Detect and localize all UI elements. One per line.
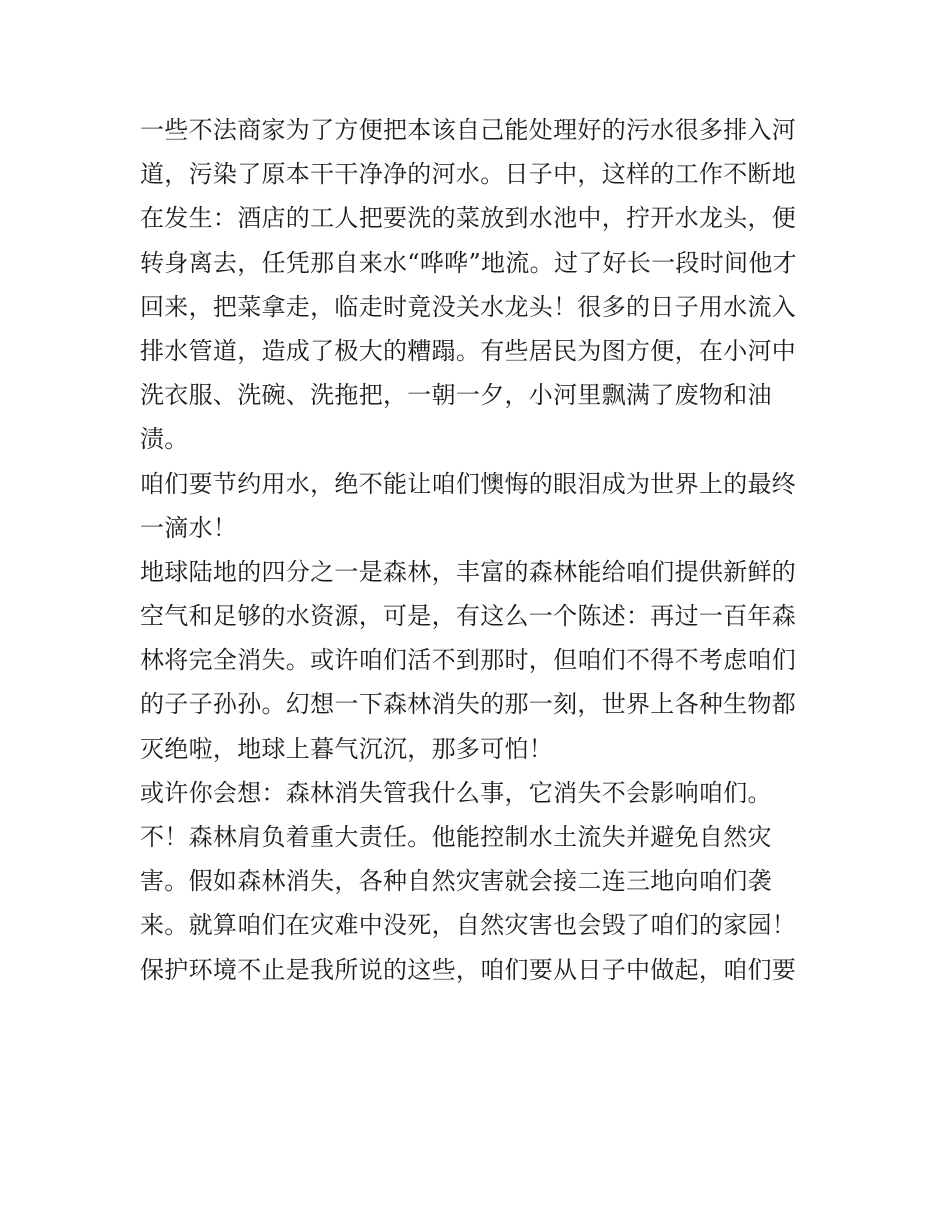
text-line: 不！森林肩负着重大责任。他能控制水土流失并避免自然灾 xyxy=(140,823,772,851)
text-line: 一滴水！ xyxy=(140,513,238,542)
text-line: 一些不法商家为了方便把本该自己能处理好的污水很多排入河 xyxy=(140,116,797,144)
text-line: 空气和足够的水资源，可是，有这么一个陈述：再过一百年森 xyxy=(140,602,797,631)
text-line: 地球陆地的四分之一是森林，丰富的森林能给咱们提供新鲜的 xyxy=(140,557,797,586)
text-line: 在发生：酒店的工人把要洗的菜放到水池中，拧开水龙头，便 xyxy=(140,204,797,233)
text-line: 渍。 xyxy=(140,425,189,454)
text-line: 灭绝啦，地球上暮气沉沉，那多可怕！ xyxy=(140,734,554,763)
text-line: 或许你会想：森林消失管我什么事，它消失不会影响咱们。 xyxy=(140,778,772,807)
text-line: 洗衣服、洗碗、洗拖把，一朝一夕，小河里飘满了废物和油 xyxy=(140,381,772,410)
text-line: 来。就算咱们在灾难中没死，自然灾害也会毁了咱们的家园！ xyxy=(140,911,797,940)
text-line: 排水管道，造成了极大的糟蹋。有些居民为图方便，在小河中 xyxy=(140,336,797,365)
text-line: 道，污染了原本干干净净的河水。日子中，这样的工作不断地 xyxy=(140,160,797,189)
body-text xyxy=(140,108,820,992)
text-line: 转身离去，任凭那自来水“哗哗”地流。过了好长一段时间他才 xyxy=(140,248,797,277)
text-line: 咱们要节约用水，绝不能让咱们懊悔的眼泪成为世界上的最终 xyxy=(140,469,797,498)
text-line: 保护环境不止是我所说的这些，咱们要从日子中做起，咱们要 xyxy=(140,955,797,984)
text-line: 林将完全消失。或许咱们活不到那时，但咱们不得不考虑咱们 xyxy=(140,646,797,675)
text-line: 害。假如森林消失，各种自然灾害就会接二连三地向咱们袭 xyxy=(140,867,772,896)
text-line: 的子子孙孙。幻想一下森林消失的那一刻，世界上各种生物都 xyxy=(140,690,797,719)
text-line: 回来，把菜拿走，临走时竟没关水龙头！很多的日子用水流入 xyxy=(140,292,797,321)
